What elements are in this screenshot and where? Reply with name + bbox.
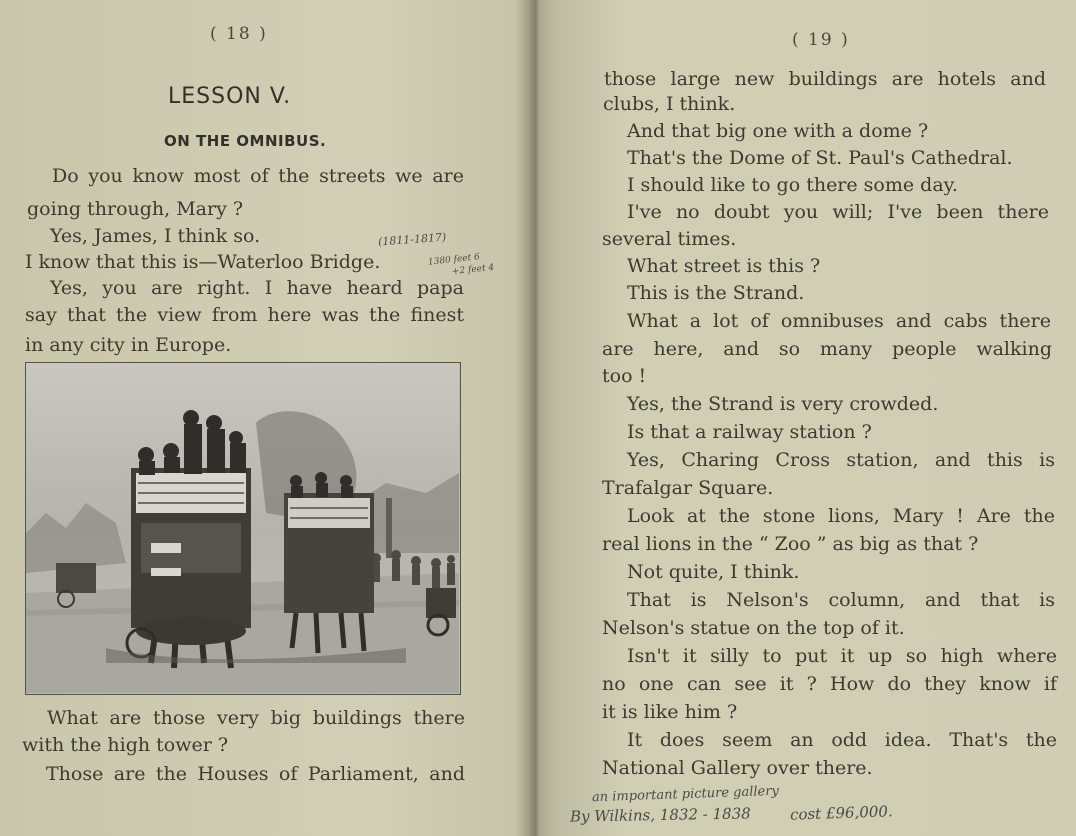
text-line: real lions in the “ Zoo ” as big as that ? bbox=[602, 533, 979, 555]
text-line: Is that a railway station ? bbox=[627, 421, 872, 443]
text-line: Look at the stone lions, Mary ! Are the bbox=[627, 505, 1055, 527]
handwritten-annotation: an important picture gallery bbox=[591, 783, 780, 806]
lesson-title: LESSON V. bbox=[168, 84, 292, 109]
text-line: going through, Mary ? bbox=[27, 198, 244, 220]
handwritten-annotation: +2 feet 4 bbox=[451, 262, 495, 278]
text-line: What a lot of omnibuses and cabs there bbox=[627, 310, 1051, 332]
text-line: Nelson's statue on the top of it. bbox=[602, 617, 905, 639]
text-line: those large new buildings are hotels and bbox=[604, 68, 1046, 90]
right-page bbox=[540, 0, 1076, 836]
text-line: Yes, the Strand is very crowded. bbox=[627, 393, 939, 415]
text-line: Yes, you are right. I have heard papa bbox=[50, 277, 464, 299]
text-line: Isn't it silly to put it up so high where bbox=[627, 645, 1057, 667]
text-line: That's the Dome of St. Paul's Cathedral. bbox=[627, 147, 1013, 169]
text-line: with the high tower ? bbox=[22, 734, 229, 756]
text-line: National Gallery over there. bbox=[602, 757, 873, 779]
lesson-subtitle: ON THE OMNIBUS. bbox=[164, 132, 327, 150]
text-line: several times. bbox=[602, 228, 737, 250]
handwritten-annotation: 1380 feet 6 bbox=[427, 252, 481, 268]
text-line: And that big one with a dome ? bbox=[627, 120, 929, 142]
text-line: clubs, I think. bbox=[603, 93, 736, 115]
text-line: it is like him ? bbox=[602, 701, 738, 723]
text-line: Yes, Charing Cross station, and this is bbox=[627, 449, 1055, 471]
text-line: say that the view from here was the finest bbox=[25, 304, 464, 326]
text-line: I should like to go there some day. bbox=[627, 174, 958, 196]
text-line: I've no doubt you will; I've been there bbox=[627, 201, 1049, 223]
text-line: Trafalgar Square. bbox=[602, 477, 774, 499]
text-line: Not quite, I think. bbox=[627, 561, 800, 583]
page-number-19: ( 19 ) bbox=[792, 30, 850, 50]
text-line: It does seem an odd idea. That's the bbox=[627, 729, 1057, 751]
text-line: Yes, James, I think so. bbox=[50, 225, 261, 247]
handwritten-annotation: By Wilkins, 1832 - 1838 bbox=[569, 804, 751, 826]
text-line: are here, and so many people walking bbox=[602, 338, 1052, 360]
handwritten-annotation: (1811-1817) bbox=[377, 230, 447, 249]
omnibus-street-scene-icon bbox=[26, 363, 459, 693]
text-line: What street is this ? bbox=[627, 255, 821, 277]
text-line: too ! bbox=[602, 365, 647, 387]
text-line: Do you know most of the streets we are bbox=[52, 165, 464, 187]
text-line: This is the Strand. bbox=[627, 282, 805, 304]
text-line: no one can see it ? How do they know if bbox=[602, 673, 1057, 695]
omnibus-photo-illustration bbox=[25, 362, 461, 695]
text-line: That is Nelson's column, and that is bbox=[627, 589, 1055, 611]
text-line: What are those very big buildings there bbox=[47, 707, 465, 729]
text-line: I know that this is—Waterloo Bridge. bbox=[25, 251, 381, 273]
handwritten-annotation: cost £96,000. bbox=[789, 802, 893, 824]
text-line: in any city in Europe. bbox=[25, 334, 232, 356]
page-number-18: ( 18 ) bbox=[210, 24, 268, 44]
left-page bbox=[0, 0, 520, 836]
text-line: Those are the Houses of Parliament, and bbox=[46, 763, 465, 785]
